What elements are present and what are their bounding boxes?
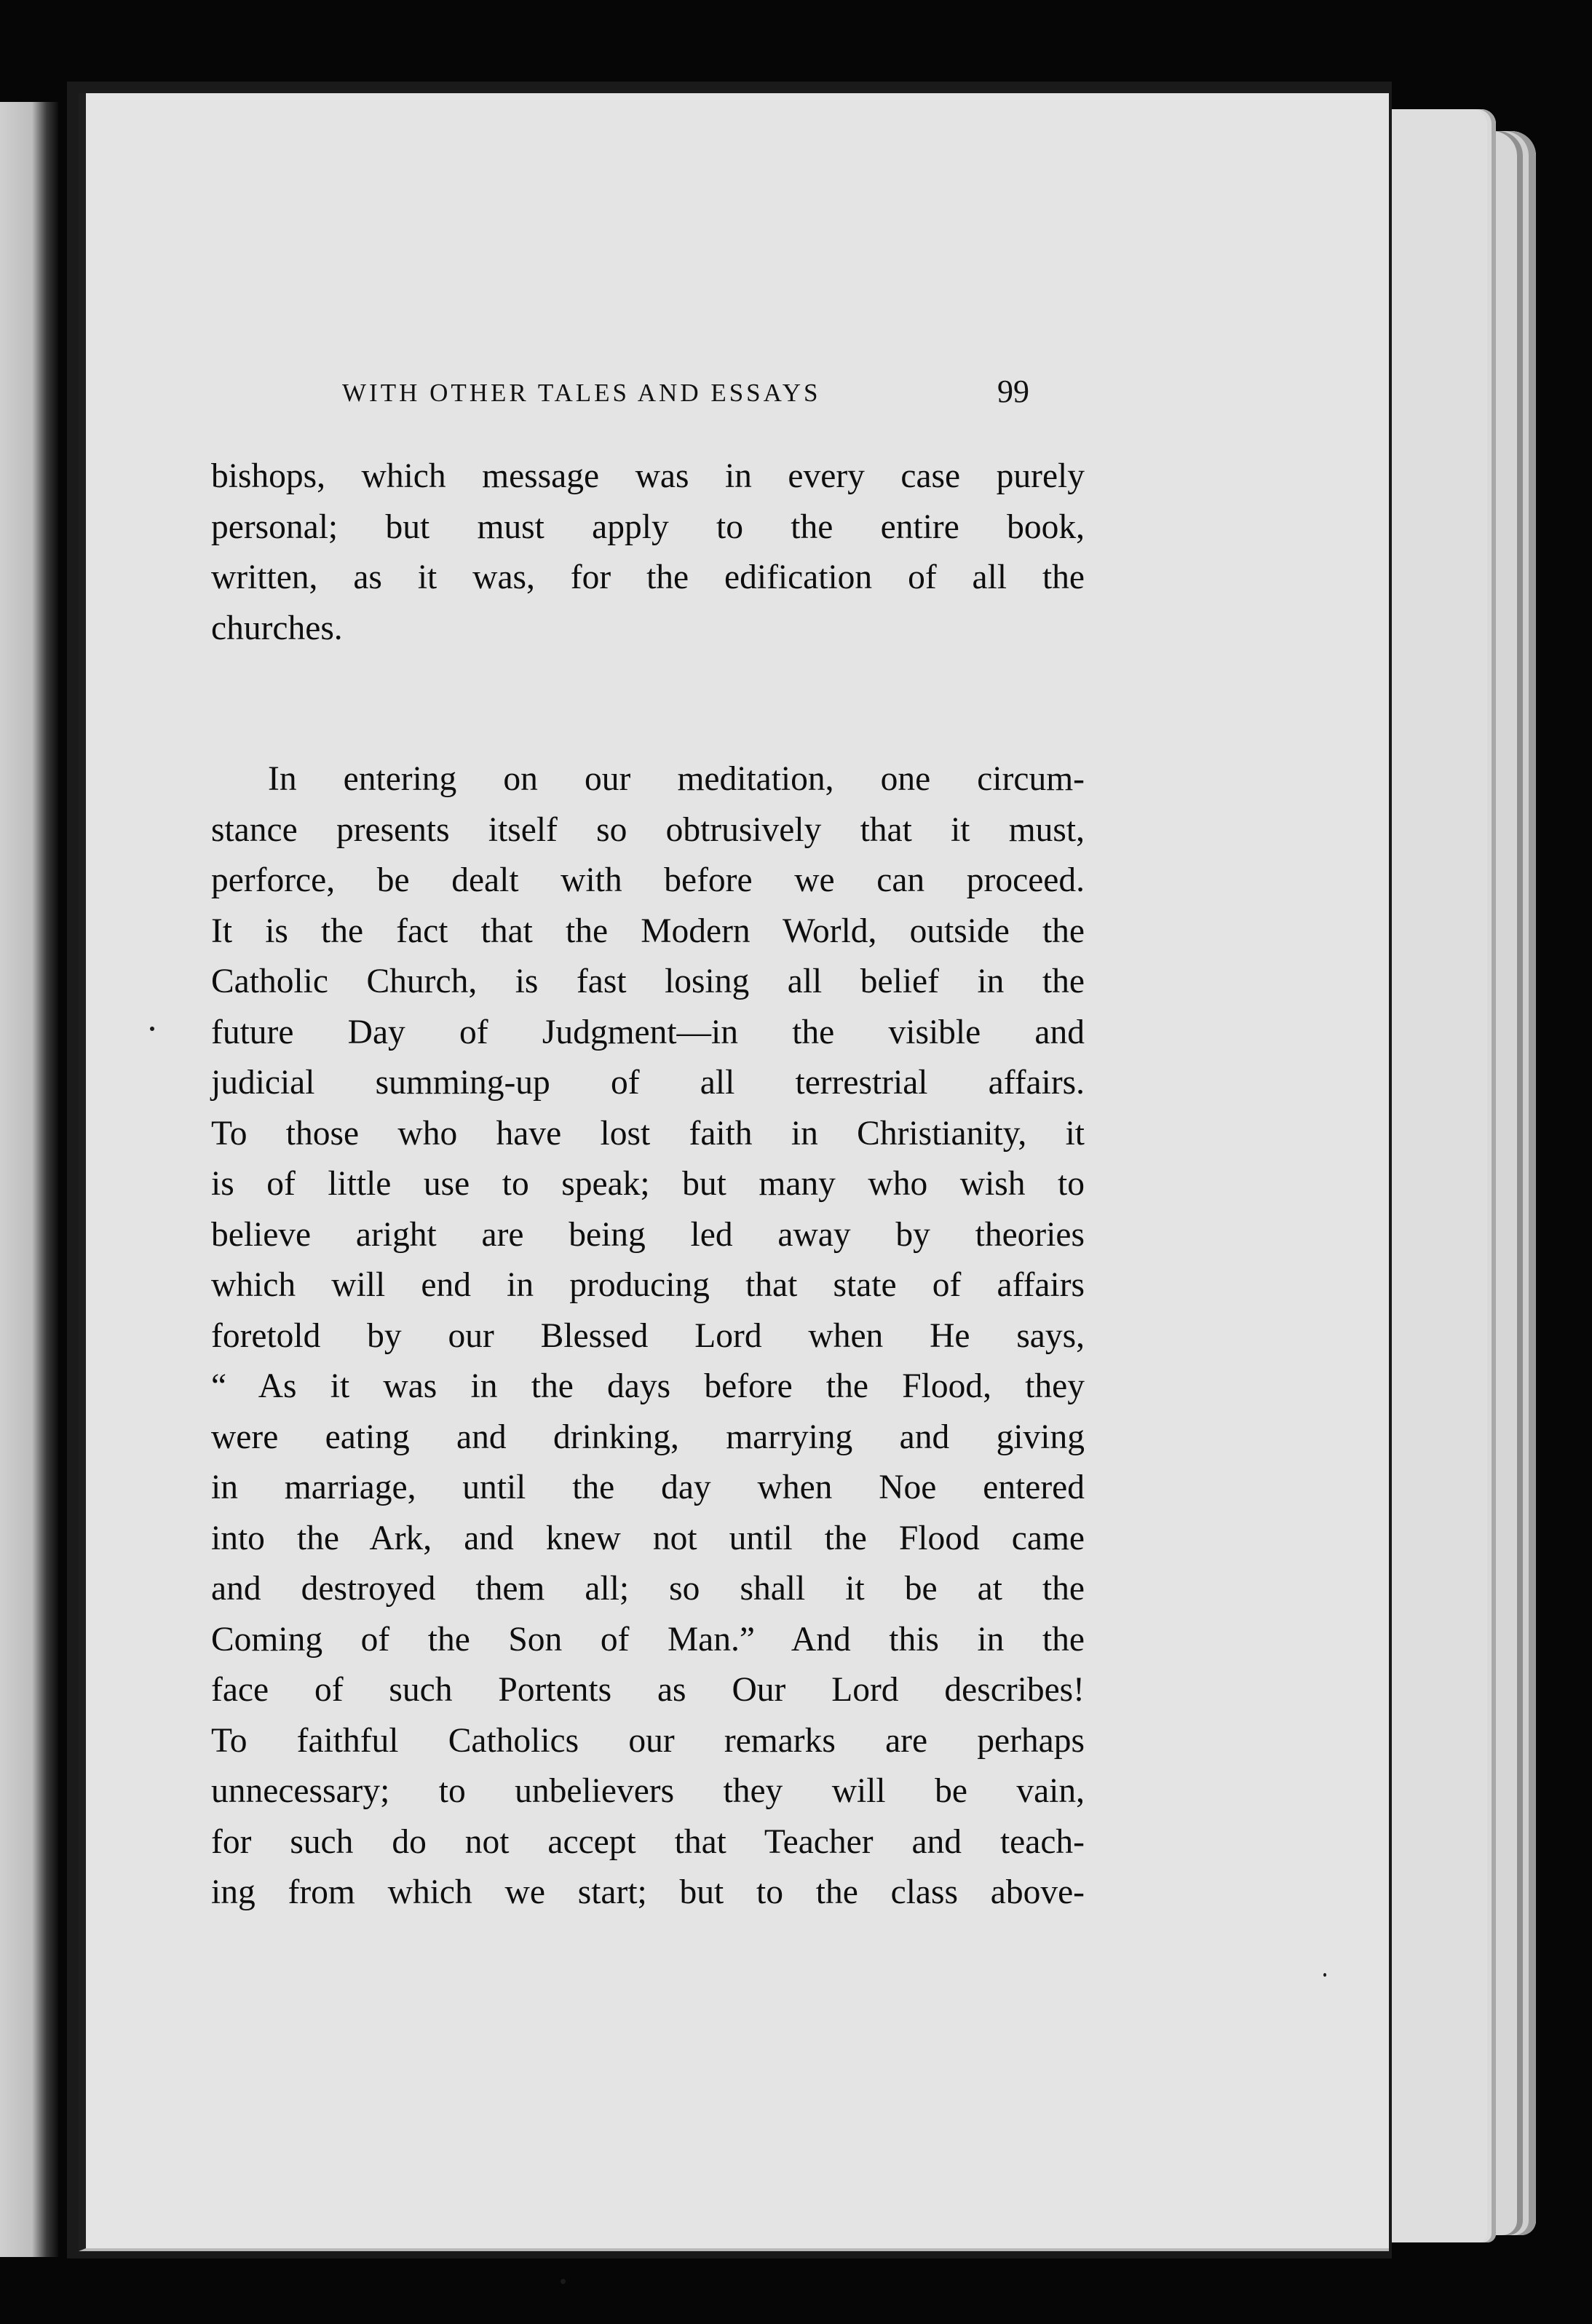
text-line: face of such Portents as Our Lord describes! (211, 1671, 1085, 1709)
text-line: Catholic Church, is fast losing all belief in the (211, 963, 1085, 1000)
page-header (342, 374, 1085, 415)
scan-speck (1323, 1973, 1326, 1977)
text-line: written, as it was, for the edification of all the (211, 558, 1085, 596)
text-line: stance presents itself so obtrusively that it must, (211, 810, 1085, 849)
text-line: ing from which we start; but to the class above- (211, 1873, 1085, 1911)
scan-speck (561, 2279, 566, 2284)
text-line: in marriage, until the day when Noe entered (211, 1469, 1085, 1506)
text-line: were eating and drinking, marrying and giving (211, 1418, 1085, 1456)
text-line: and destroyed them all; so shall it be at the (211, 1570, 1085, 1608)
text-line: perforce, be dealt with before we can proceed. (211, 861, 1085, 899)
page-number: 99 (997, 374, 1029, 409)
text-line: To those who have lost faith in Christianity, it (211, 1114, 1085, 1153)
text-line: believe aright are being led away by theories (211, 1215, 1085, 1254)
facing-page-edge (0, 102, 58, 2257)
text-line: which will end in producing that state of affairs (211, 1266, 1085, 1304)
scan-speck (150, 1027, 154, 1031)
text-line: “ As it was in the days before the Flood, they (211, 1367, 1085, 1405)
text-line: To faithful Catholics our remarks are perhaps (211, 1721, 1085, 1760)
text-line: churches. (211, 609, 343, 647)
text-line: In entering on our meditation, one circum- (268, 760, 1085, 798)
text-line: personal; but must apply to the entire book, (211, 507, 1085, 546)
text-line: bishops, which message was in every case purely (211, 457, 1085, 495)
text-line: Coming of the Son of Man.” And this in the (211, 1620, 1085, 1659)
text-line: future Day of Judgment—in the visible and (211, 1013, 1085, 1051)
paragraph-gap (211, 654, 1085, 754)
text-line: judicial summing-up of all terrestrial affairs. (211, 1064, 1085, 1102)
text-line: It is the fact that the Modern World, outside the (211, 912, 1085, 950)
text-line: foretold by our Blessed Lord when He says, (211, 1316, 1085, 1355)
body-text (211, 451, 1085, 1918)
text-line: unnecessary; to unbelievers they will be vain, (211, 1772, 1085, 1810)
text-line: is of little use to speak; but many who wish to (211, 1165, 1085, 1203)
text-line: for such do not accept that Teacher and teach- (211, 1822, 1085, 1861)
running-head: WITH OTHER TALES AND ESSAYS (342, 379, 821, 407)
text-line: into the Ark, and knew not until the Flood came (211, 1519, 1085, 1557)
